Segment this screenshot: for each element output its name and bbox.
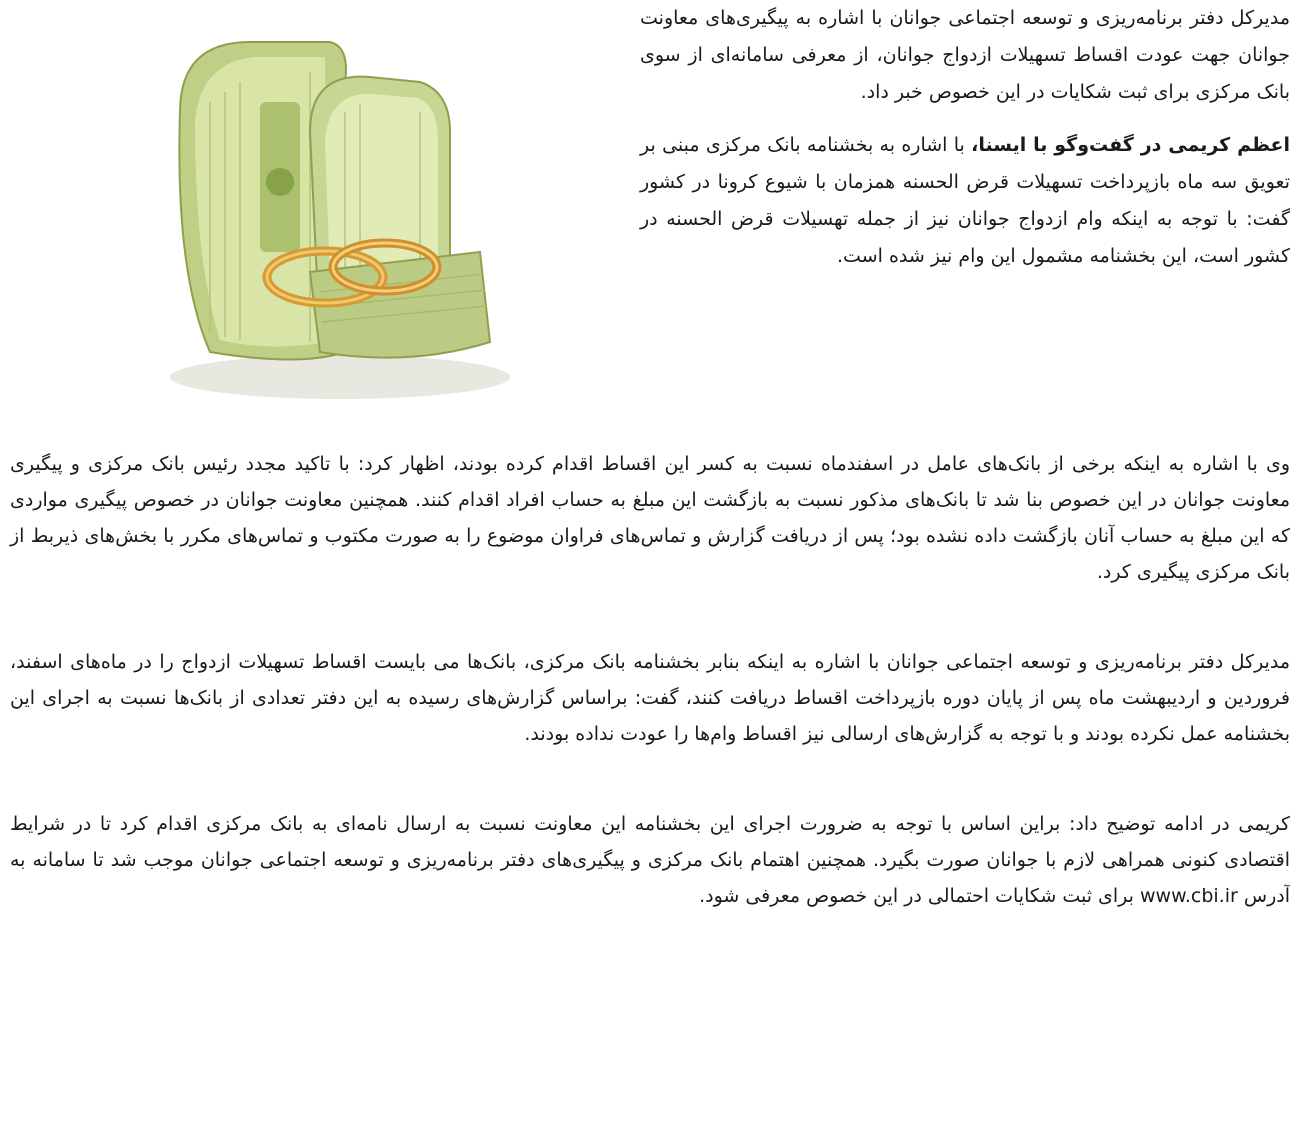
article-body	[10, 446, 1290, 968]
body-paragraph-3: کریمی در ادامه توضیح داد: براین اساس با توجه به ضرورت اجرای این بخشنامه این معاونت نسبت به ارسال نامه‌ای به بانک مرکزی اقدام کرد تا در شرایط اقتصادی کنونی همراهی لازم با جوانان صورت بگیرد. همچنین اهتمام بانک مرکزی و پیگیری‌های دفتر برنامه‌ریزی و توسعه اجتماعی جوانان موجب شد تا سامانه به آدرس www.cbi.ir برای ثبت شکایات احتمالی در این خصوص معرفی شود.	[10, 813, 1290, 907]
money-stack-illustration	[150, 22, 500, 412]
intro-paragraph-2	[640, 127, 1290, 275]
body-paragraph-1: وی با اشاره به اینکه برخی از بانک‌های عامل در اسفندماه نسبت به کسر این اقساط اقدام کرده بودند، اظهار کرد: با تاکید مجدد رئیس بانک مرکزی و پیگیری معاونت جوانان در این خصوص بنا شد تا بانک‌های مذکور نسبت به بازگشت این مبلغ به حساب افراد اقدام کنند. همچنین معاونت جوانان در خصوص پیگیری مواردی که این مبلغ به حساب آنان بازگشت داده نشده بود؛ پس از دریافت گزارش و تماس‌های فراوان موضوع را به صورت مکتوب و تماس‌های مکرر با بخش‌های ذیربط از بانک مرکزی پیگیری کرد.	[10, 453, 1290, 583]
body-paragraph-2: مدیرکل دفتر برنامه‌ریزی و توسعه اجتماعی جوانان با اشاره به اینکه بنابر بخشنامه بانک مرکزی، بانک‌ها می بایست اقساط تسهیلات ازدواج را در ماه‌های اسفند، فروردین و اردیبهشت ماه پس از پایان دوره بازپرداخت اقساط دریافت کنند، گفت: براساس گزارش‌های رسیده به این دفتر تعدادی از بانک‌ها نسبت به اجرای این بخشنامه عمل نکرده بودند و با توجه به گزارش‌های ارسالی نیز اقساط وام‌ها را عودت نداده بودند.	[10, 651, 1290, 745]
intro-paragraph-2-rest: با اشاره به بخشنامه بانک مرکزی مبنی بر تعویق سه ماه بازپرداخت تسهیلات قرض الحسنه همزمان با شیوع کرونا در کشور گفت: با توجه به اینکه وام ازدواج جوانان نیز از جمله تهسیلات قرض الحسنه در کشور است، این بخشنامه مشمول این وام نیز شده است.	[640, 134, 1290, 267]
money-and-rings-image	[150, 22, 500, 412]
intro-paragraph-1: مدیرکل دفتر برنامه‌ریزی و توسعه اجتماعی جوانان با اشاره به پیگیری‌های معاونت جوانان جهت عودت اقساط تسهیلات ازدواج جوانان، از معرفی سامانه‌ای از سوی بانک مرکزی برای ثبت شکایات در این خصوص خبر داد.	[640, 7, 1290, 103]
intro-section	[640, 0, 1290, 291]
intro-lead-bold: اعظم کریمی در گفت‌وگو با ایسنا،	[971, 134, 1290, 156]
